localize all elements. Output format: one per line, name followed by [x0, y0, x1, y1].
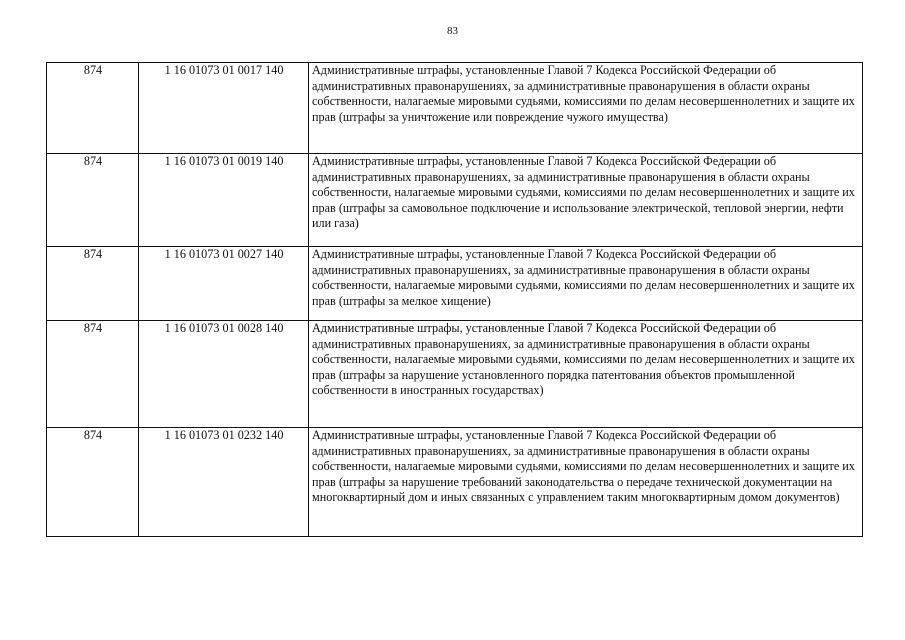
admin-code-cell: 874: [47, 321, 139, 428]
admin-code-cell: 874: [47, 63, 139, 154]
page-number: 83: [447, 25, 458, 37]
budget-code-cell: 1 16 01073 01 0028 140: [139, 321, 309, 428]
table-row: [47, 247, 863, 321]
admin-code-cell: 874: [47, 428, 139, 537]
table-row: [47, 154, 863, 247]
budget-code-cell: 1 16 01073 01 0027 140: [139, 247, 309, 321]
table-row: [47, 63, 863, 154]
budget-code-cell: 1 16 01073 01 0017 140: [139, 63, 309, 154]
admin-code-cell: 874: [47, 154, 139, 247]
description-cell: Административные штрафы, установленные Главой 7 Кодекса Российской Федерации об административных правонарушениях, за административные правонарушения в области охраны собственности, налагаемые мировыми судьями, комиссиями по делам несовершеннолетних и защите их прав (штрафы за уничтожение или повреждение чужого имущества): [309, 63, 863, 154]
table-row: [47, 321, 863, 428]
description-cell: Административные штрафы, установленные Главой 7 Кодекса Российской Федерации об административных правонарушениях, за административные правонарушения в области охраны собственности, налагаемые мировыми судьями, комиссиями по делам несовершеннолетних и защите их прав (штрафы за мелкое хищение): [309, 247, 863, 321]
table-row: [47, 428, 863, 537]
description-cell: Административные штрафы, установленные Главой 7 Кодекса Российской Федерации об административных правонарушениях, за административные правонарушения в области охраны собственности, налагаемые мировыми судьями, комиссиями по делам несовершеннолетних и защите их прав (штрафы за нарушение требований законодательства о передаче технической документации на многоквартирный дом и иных связанных с управлением таким многоквартирным домом документов): [309, 428, 863, 537]
budget-codes-table: [46, 62, 863, 537]
admin-code-cell: 874: [47, 247, 139, 321]
budget-code-cell: 1 16 01073 01 0019 140: [139, 154, 309, 247]
description-cell: Административные штрафы, установленные Главой 7 Кодекса Российской Федерации об административных правонарушениях, за административные правонарушения в области охраны собственности, налагаемые мировыми судьями, комиссиями по делам несовершеннолетних и защите их прав (штрафы за нарушение установленного порядка патентования объектов промышленной собственности в иностранных государствах): [309, 321, 863, 428]
description-cell: Административные штрафы, установленные Главой 7 Кодекса Российской Федерации об административных правонарушениях, за административные правонарушения в области охраны собственности, налагаемые мировыми судьями, комиссиями по делам несовершеннолетних и защите их прав (штрафы за самовольное подключение и использование электрической, тепловой энергии, нефти или газа): [309, 154, 863, 247]
budget-code-cell: 1 16 01073 01 0232 140: [139, 428, 309, 537]
